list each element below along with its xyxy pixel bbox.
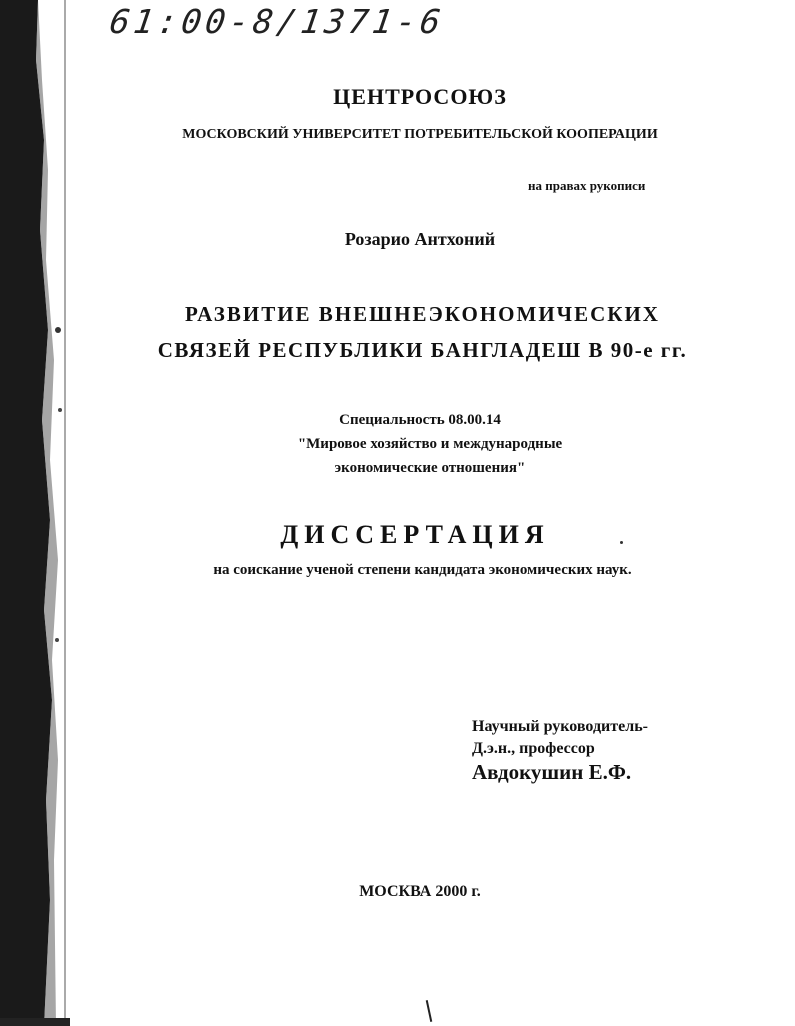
rights-note: на правах рукописи xyxy=(528,178,646,193)
pencil-mark xyxy=(426,1000,433,1022)
advisor-label: Научный руководитель- xyxy=(472,718,648,735)
specialty-name-line-1: "Мировое хозяйство и международные xyxy=(297,436,563,452)
organization-name: ЦЕНТРОСОЮЗ xyxy=(333,84,507,109)
handwritten-registration-number: 61:00-8/1371-6 xyxy=(107,2,447,41)
specialty-name-line-2: экономические отношения" xyxy=(334,460,526,476)
thesis-title-line-2: СВЯЗЕЙ РЕСПУБЛИКИ БАНГЛАДЕШ В 90-е гг. xyxy=(157,338,688,362)
degree-statement: на соискание ученой степени кандидата экономических наук. xyxy=(213,562,632,578)
city-and-year: МОСКВА 2000 г. xyxy=(359,883,481,900)
scan-edge-artifact xyxy=(0,0,70,1026)
scan-dot-artifact xyxy=(620,541,623,544)
thesis-title-line-1: РАЗВИТИЕ ВНЕШНЕЭКОНОМИЧЕСКИХ xyxy=(185,302,660,326)
advisor-title: Д.э.н., профессор xyxy=(472,740,595,757)
author-name: Розарио Антхоний xyxy=(344,229,496,249)
document-type-heading: ДИССЕРТАЦИЯ xyxy=(280,520,550,549)
university-name: МОСКОВСКИЙ УНИВЕРСИТЕТ ПОТРЕБИТЕЛЬСКОЙ КООПЕРАЦИИ xyxy=(182,127,658,142)
advisor-name: Авдокушин Е.Ф. xyxy=(472,760,632,784)
specialty-code: Специальность 08.00.14 xyxy=(339,412,501,428)
